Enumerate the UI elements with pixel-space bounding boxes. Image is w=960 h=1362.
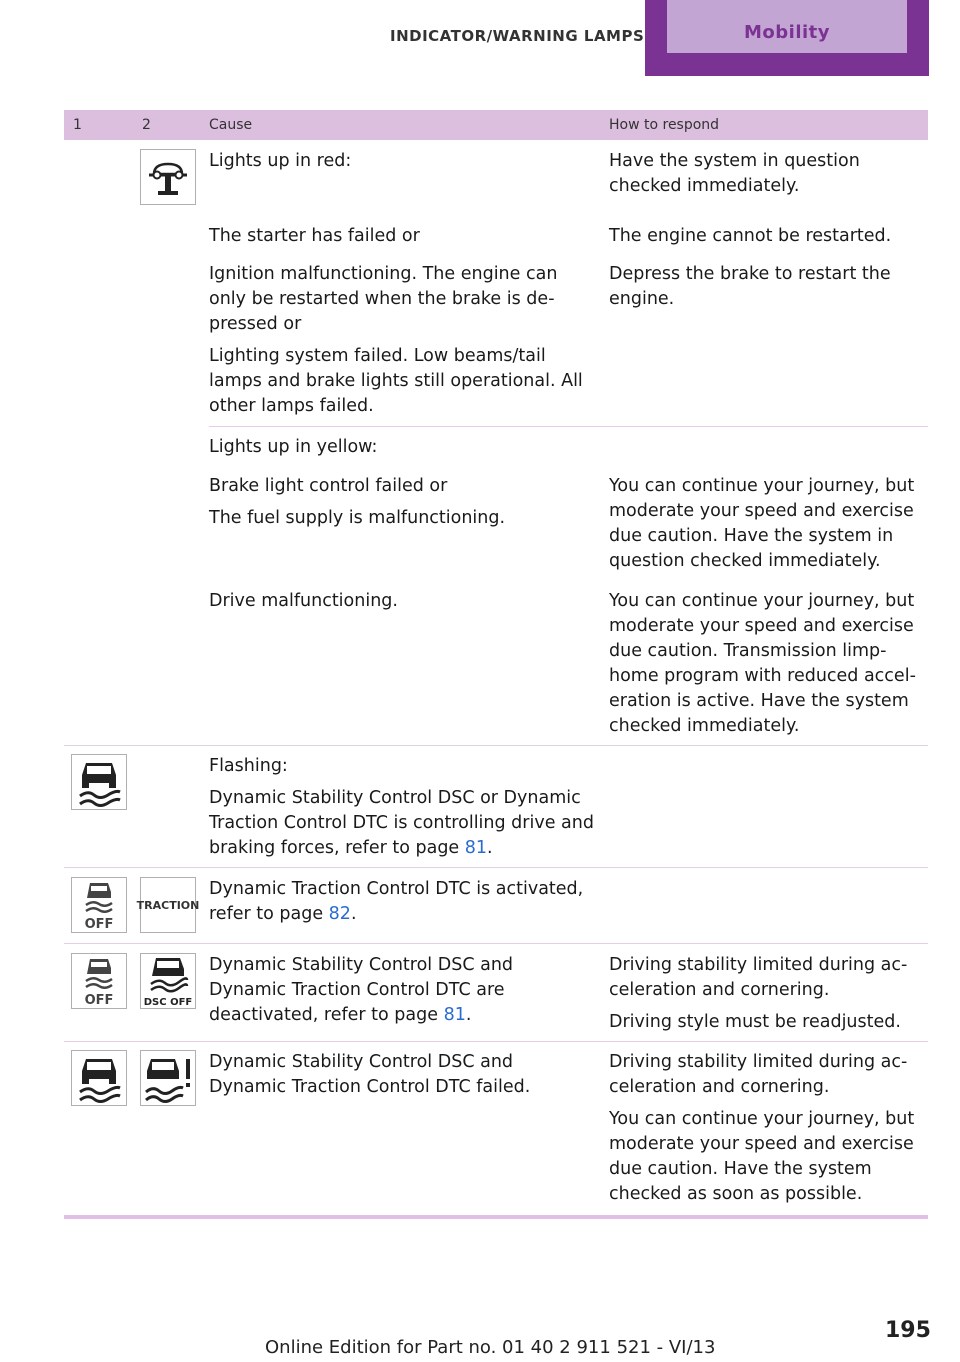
respond-stability-limited-2: Driving stability limited during acceleration and cornering.	[609, 1052, 908, 1097]
running-header-title: INDICATOR/WARNING LAMPS	[390, 27, 645, 45]
respond-dsc-failed	[609, 1050, 924, 1207]
cause-dsc-deactivated: Dynamic Stability Control DSC and Dynamic Traction Control DTC are deactivated, refer to page 81.	[209, 955, 514, 1025]
respond-driving-style: Driving style must be readjusted.	[609, 1012, 901, 1032]
svg-text:OFF: OFF	[84, 917, 114, 932]
svg-text:TRACTION: TRACTION	[136, 899, 200, 912]
cause-header: Cause	[209, 117, 253, 133]
respond-ignition: Depress the brake to restart the engine.	[609, 264, 891, 309]
svg-text:DSC OFF: DSC OFF	[143, 997, 193, 1008]
respond-brake-light: You can continue your journey, but moderate your speed and exercise due caution. Have the system in question checked immediately.	[609, 476, 915, 571]
respond-continue-journey: You can continue your journey, but moderate your speed and exercise due caution. Have the system checked as soon as possible.	[609, 1109, 915, 1204]
row-divider	[64, 745, 928, 746]
table-bottom-rule	[64, 1215, 928, 1219]
cause-dsc-flashing	[209, 754, 594, 861]
dsc-car-skid-icon	[71, 754, 127, 810]
cause-red: Lights up in red:	[209, 151, 352, 171]
page-link-82[interactable]: 82	[328, 904, 351, 924]
cause-brake-light	[209, 474, 589, 531]
edition-footer: Online Edition for Part no. 01 40 2 911 521 - VI/13	[265, 1337, 716, 1358]
respond-starter: The engine cannot be restarted.	[609, 226, 892, 246]
cause-fuel-text: The fuel supply is malfunctioning.	[209, 508, 506, 528]
cause-starter: The starter has failed or	[209, 226, 420, 246]
cause-drive: Drive malfunctioning.	[209, 591, 398, 611]
cause-lighting-text: Lighting system failed. Low beams/tail lamps and brake lights still operational. All other lamps failed.	[209, 346, 583, 416]
chapter-tab-label: Mobility	[667, 0, 907, 53]
cause-brake-light-text: Brake light control failed or	[209, 476, 448, 496]
cause-ignition-text: Ignition malfunctioning. The engine can only be restarted when the brake is depressed or	[209, 264, 558, 334]
drivetrain-warning-icon	[140, 149, 196, 205]
dsc-failure-icon	[140, 1050, 196, 1106]
respond-stability-limited: Driving stability limited during acceleration and cornering.	[609, 955, 908, 1000]
cause-flashing-text: Dynamic Stability Control DSC or Dynamic Traction Control DTC is controlling drive and braking forces, refer to page 81.	[209, 788, 594, 858]
page-number: 195	[885, 1318, 931, 1343]
dsc-off-icon	[71, 953, 127, 1009]
page-link-81b[interactable]: 81	[443, 1005, 466, 1025]
cause-flashing-label: Flashing:	[209, 756, 288, 776]
col2-header: 2	[142, 117, 151, 133]
cause-dsc-failed: Dynamic Stability Control DSC and Dynamic Traction Control DTC failed.	[209, 1052, 531, 1097]
chapter-tab	[645, 0, 929, 76]
table-header	[64, 110, 928, 140]
respond-header: How to respond	[609, 117, 720, 133]
traction-icon	[136, 877, 200, 933]
cause-dtc-activated: Dynamic Traction Control DTC is activated, refer to page 82.	[209, 879, 584, 924]
row-divider	[64, 1041, 928, 1042]
cause-ignition	[209, 262, 589, 419]
cause-yellow: Lights up in yellow:	[209, 437, 378, 457]
row-divider	[209, 426, 928, 427]
respond-red: Have the system in question checked immediately.	[609, 151, 860, 196]
dsc-car-skid-icon	[71, 1050, 127, 1106]
col1-header: 1	[73, 117, 82, 133]
dsc-off-car-icon	[140, 953, 196, 1009]
row-divider	[64, 867, 928, 868]
respond-drive: You can continue your journey, but moderate your speed and exercise due caution. Transmission limp-home program with reduced acceleration is active. Have the system checked immediately.	[609, 591, 916, 736]
respond-dsc-deactivated	[609, 953, 924, 1035]
row-divider	[64, 943, 928, 944]
svg-text:OFF: OFF	[84, 993, 114, 1008]
page-link-81[interactable]: 81	[464, 838, 488, 858]
dsc-off-icon	[71, 877, 127, 933]
